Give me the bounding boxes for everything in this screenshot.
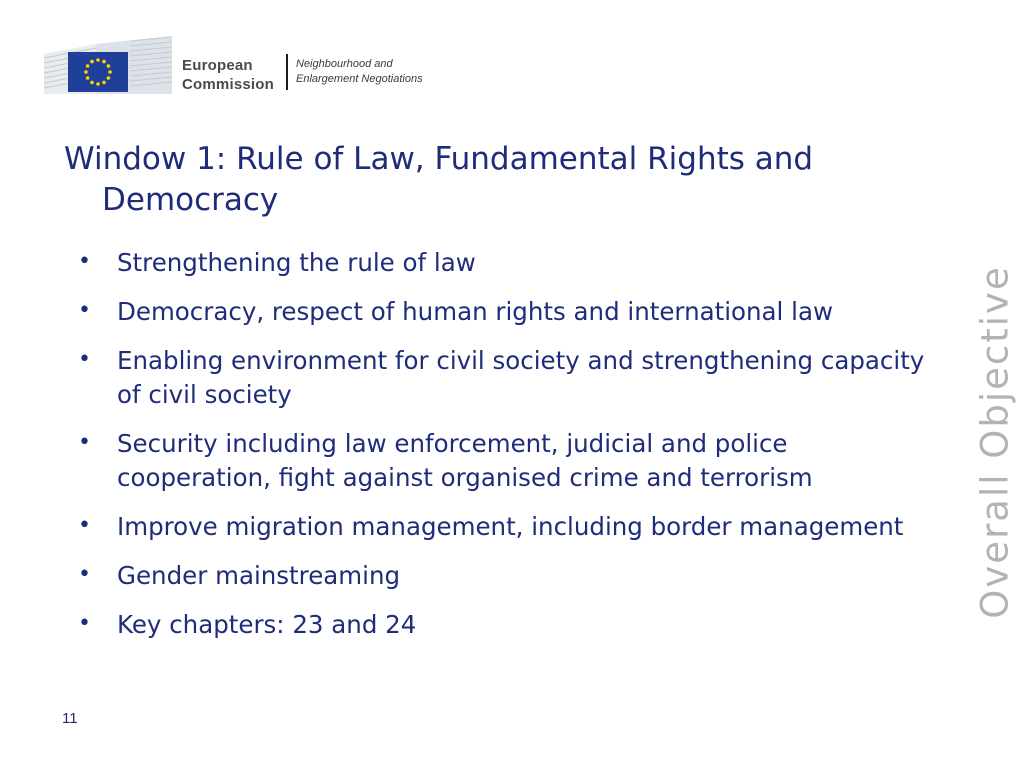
eu-flag-icon: [68, 52, 128, 92]
bullet-list: [72, 246, 942, 657]
bullet-item: [72, 559, 942, 593]
bullet-text: Improve migration management, including border management: [117, 512, 904, 541]
bullet-item: [72, 510, 942, 544]
bullet-text: Gender mainstreaming: [117, 561, 401, 590]
bullet-icon: •: [78, 298, 91, 323]
page-number: 11: [62, 710, 78, 727]
bullet-item: [72, 344, 942, 412]
organisation-name-line2: Commission: [182, 76, 275, 93]
directorate-name-line2: Enlargement Negotiations: [296, 73, 423, 85]
bullet-text: Key chapters: 23 and 24: [117, 610, 417, 639]
bullet-icon: •: [78, 430, 91, 455]
bullet-icon: •: [78, 249, 91, 274]
side-label: Overall Objective: [973, 265, 1017, 619]
logo-divider: [286, 54, 288, 90]
bullet-text: Democracy, respect of human rights and international law: [117, 297, 834, 326]
bullet-icon: •: [78, 611, 91, 636]
european-commission-logo: [44, 36, 444, 96]
slide-title: Window 1: Rule of Law, Fundamental Rights and Democracy: [64, 141, 814, 218]
bullet-icon: •: [78, 513, 91, 538]
bullet-item: [72, 427, 942, 495]
organisation-name: [182, 56, 274, 94]
bullet-item: [72, 608, 942, 642]
bullet-text: Enabling environment for civil society and strengthening capacity of civil society: [117, 346, 925, 409]
bullet-text: Strengthening the rule of law: [117, 248, 476, 277]
bullet-icon: •: [78, 562, 91, 587]
bullet-item: [72, 295, 942, 329]
directorate-name: [296, 57, 423, 87]
organisation-name-line1: European: [182, 57, 253, 74]
bullet-icon: •: [78, 347, 91, 372]
bullet-item: [72, 246, 942, 280]
bullet-text: Security including law enforcement, judicial and police cooperation, fight against organised crime and terrorism: [117, 429, 813, 492]
directorate-name-line1: Neighbourhood and: [296, 58, 393, 70]
